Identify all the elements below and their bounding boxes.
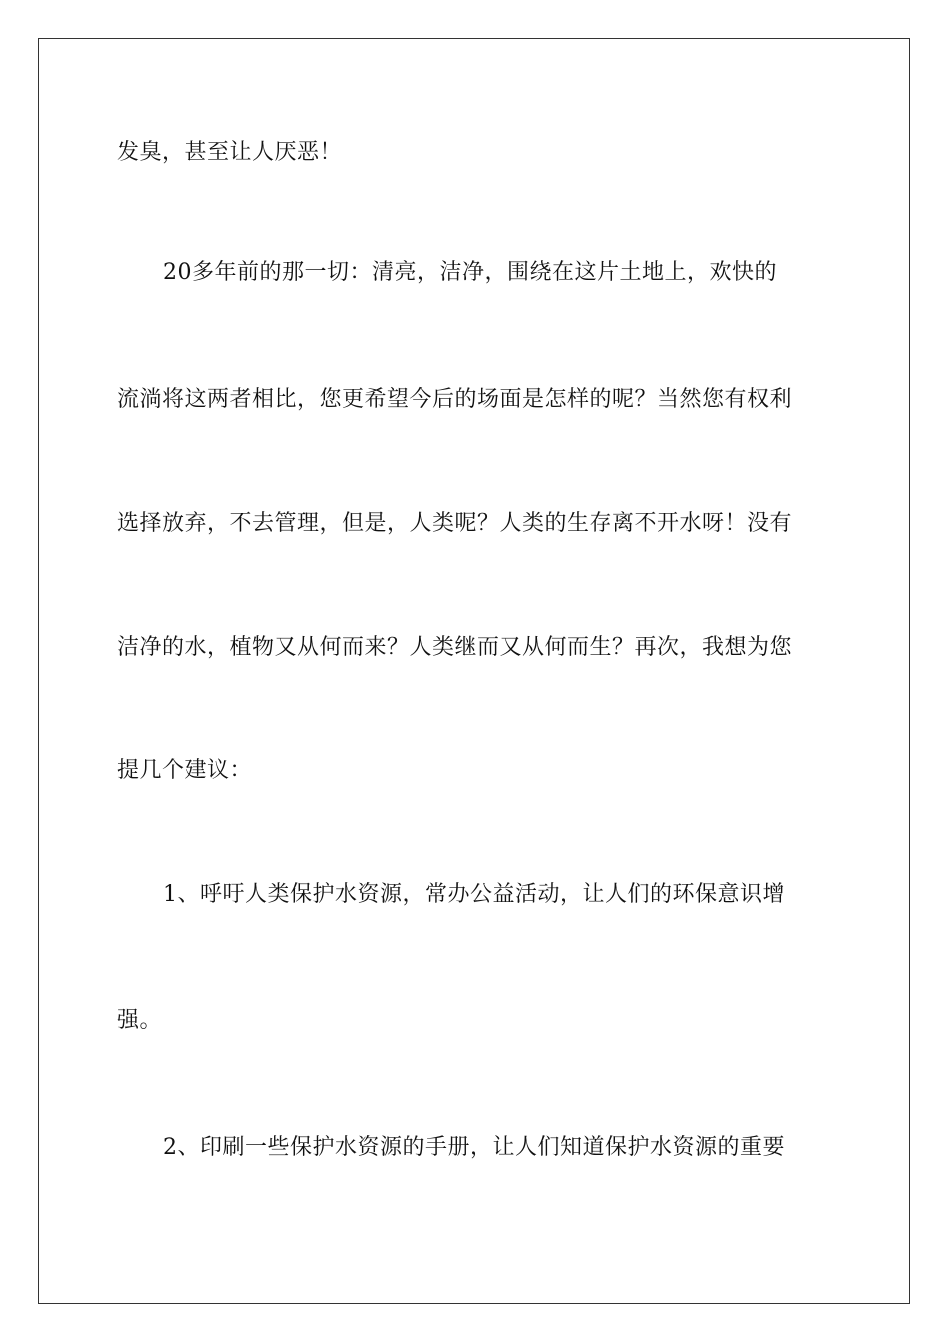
text-line-1: 发臭，甚至让人厌恶！ [117, 140, 343, 165]
text-line-3: 流淌将这两者相比，您更希望今后的场面是怎样的呢？当然您有权利 [117, 387, 793, 412]
text-line-6: 提几个建议： [117, 758, 253, 783]
text-line-4: 选择放弃，不去管理，但是，人类呢？人类的生存离不开水呀！没有 [117, 511, 793, 536]
text-line-2: 20多年前的那一切：清亮，洁净，围绕在这片土地上，欢快的 [163, 260, 777, 285]
text-line-7: 1、呼吁人类保护水资源，常办公益活动，让人们的环保意识增 [163, 882, 785, 907]
text-line-8: 强。 [117, 1008, 163, 1033]
text-line-9: 2、印刷一些保护水资源的手册，让人们知道保护水资源的重要 [163, 1135, 785, 1160]
text-line-5: 洁净的水，植物又从何而来？人类继而又从何而生？再次，我想为您 [117, 635, 793, 660]
page-border [38, 38, 910, 1304]
